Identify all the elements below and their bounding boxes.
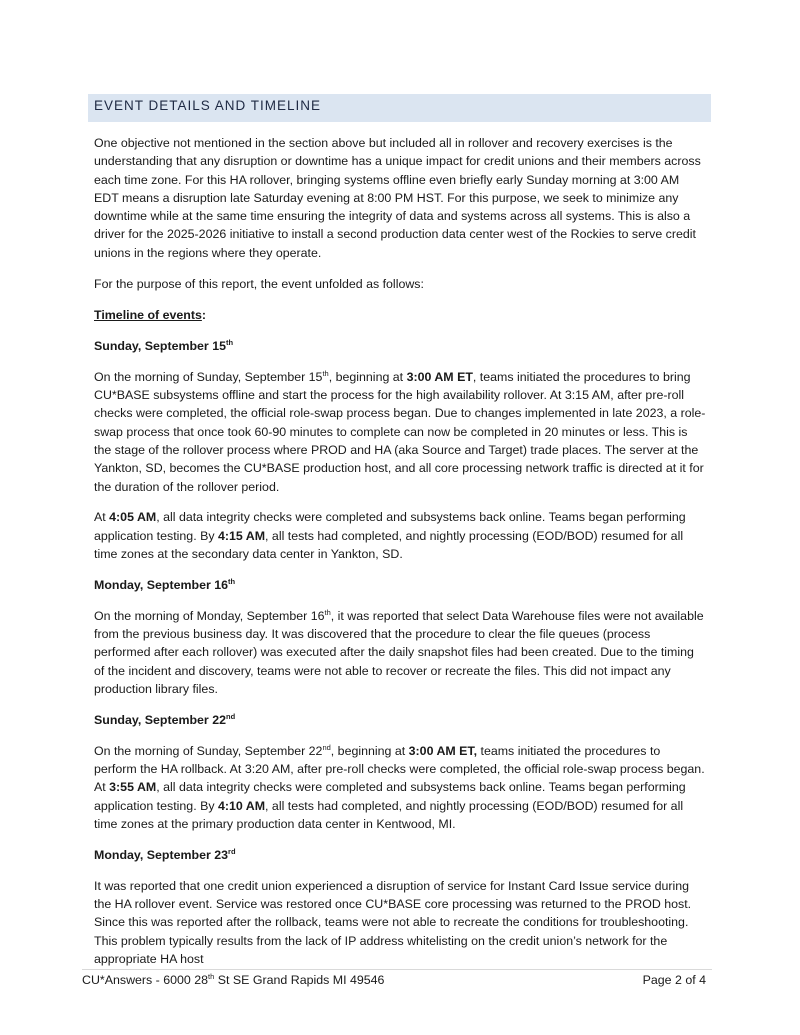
day-heading-sep23: Monday, September 23rd [94, 846, 236, 862]
page-number: Page 2 of 4 [642, 973, 706, 987]
footer-address: CU*Answers - 6000 28th St SE Grand Rapids MI 49546 [82, 972, 385, 987]
section-title: EVENT DETAILS AND TIMELINE [88, 94, 711, 122]
sep15-paragraph-1: On the morning of Sunday, September 15th, beginning at 3:00 AM ET, teams initiated the procedures to bring CU*BASE subsystems offline and start the process for the high availability rollover. At 3:15 AM, after pre-roll checks were completed, the official role-swap process began. Due to changes implemented in late 2023, a role-swap process that once took 60-90 minutes to complete can now be completed in 20 minutes or less. This is the stage of the rollover process where PROD and HA (aka Source and Target) trade places. The server at the Yankton, SD, becomes the CU*BASE production host, and all core processing network traffic is directed at it for the duration of the rollover period. [94, 368, 706, 494]
document-body [94, 134, 706, 981]
sep16-paragraph: On the morning of Monday, September 16th, it was reported that select Data Warehouse files were not available from the previous business day. It was discovered that the procedure to clear the file queues (process performed after each rollover) was executed after the daily snapshot files had been created. Due to the timing of the incident and discovery, teams were not able to recover or recreate the files. This did not impact any production library files. [94, 607, 704, 696]
sep22-paragraph: On the morning of Sunday, September 22nd, beginning at 3:00 AM ET, teams initiated the procedures to perform the HA rollback. At 3:20 AM, after pre-roll checks were completed, the official role-swap process began. At 3:55 AM, all data integrity checks were completed and subsystems back online. Teams began performing application testing. By 4:10 AM, all tests had completed, and nightly processing (EOD/BOD) resumed for all time zones at the primary production data center in Kentwood, MI. [94, 742, 705, 831]
day-heading-sep22: Sunday, September 22nd [94, 711, 236, 727]
footer-divider [82, 969, 712, 970]
sep23-paragraph: It was reported that one credit union experienced a disruption of service for Instant Card Issue service during the HA rollover event. Service was restored once CU*BASE core processing was returned to the PROD host. Since this was reported after the rollback, teams were not able to recreate the conditions for troubleshooting. This problem typically results from the lack of IP address whitelisting on the credit union’s network for the appropriate HA host [94, 878, 692, 966]
day-heading-sep15: Sunday, September 15th [94, 337, 234, 353]
day-heading-sep16: Monday, September 16th [94, 576, 236, 592]
timeline-heading: Timeline of events: [94, 307, 207, 322]
purpose-paragraph: For the purpose of this report, the event unfolded as follows: [94, 276, 424, 291]
sep15-paragraph-2: At 4:05 AM, all data integrity checks were completed and subsystems back online. Teams began performing application testing. By 4:15 AM, all tests had completed, and nightly processing (EOD/BOD) resumed for all time zones at the secondary data center in Yankton, SD. [94, 510, 686, 562]
intro-paragraph: One objective not mentioned in the section above but included all in rollover and recovery exercises is the understanding that any disruption or downtime has a unique impact for credit unions and their members across each time zone. For this HA rollover, bringing systems offline even briefly early Sunday morning at 3:00 AM EDT means a disruption late Saturday evening at 8:00 PM HST. For this purpose, we seek to minimize any downtime while at the same time ensuring the integrity of data and systems across all systems. This is also a driver for the 2025-2026 initiative to install a second production data center west of the Rockies to serve credit unions in the regions where they operate. [94, 136, 701, 260]
